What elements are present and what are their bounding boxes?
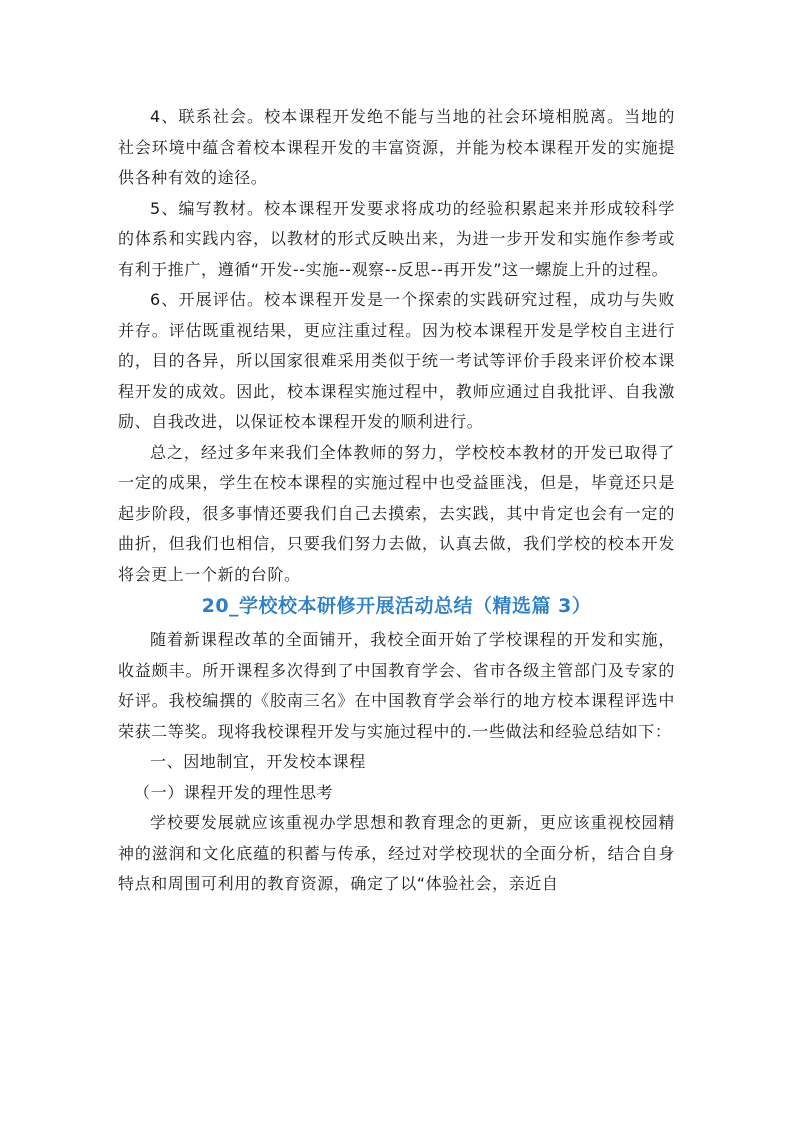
section-title: 20_学校校本研修开展活动总结（精选篇 3） xyxy=(201,595,592,617)
paragraph-school-development: 学校要发展就应该重视办学思想和教育理念的更新，更应该重视校园精神的滋润和文化底蕴的积蓄与传承，经过对学校现状的全面分析，结合自身特点和周围可利用的教育资源，确定了以“体验社会，亲近自 xyxy=(118,813,675,893)
subheading-rational-thinking: （一）课程开发的理性思考 xyxy=(134,782,334,802)
paragraph-contact-society: 4、联系社会。校本课程开发绝不能与当地的社会环境相脱离。当地的社会环境中蕴含着校本课程开发的丰富资源，并能为校本课程开发的实施提供各种有效的途径。 xyxy=(118,107,675,187)
paragraph-evaluation: 6、开展评估。校本课程开发是一个探索的实践研究过程，成功与失败并存。评估既重视结果，更应注重过程。因为校本课程开发是学校自主进行的，目的各异，所以国家很难采用类似于统一考试等评价手段来评价校本课程开发的成效。因此，校本课程实施过程中，教师应通过自我批评、自我激励、自我改进，以保证校本课程开发的顺利进行。 xyxy=(118,290,675,431)
subheading-local-conditions: 一、因地制宜，开发校本课程 xyxy=(150,752,366,771)
paragraph-intro: 随着新课程改革的全面铺开，我校全面开始了学校课程的开发和实施，收益颇丰。所开课程多次得到了中国教育学会、省市各级主管部门及专家的好评。我校编撰的《胶南三名》在中国教育学会举行的地方校本课程评选中荣获二等奖。现将我校课程开发与实施过程中的.一些做法和经验总结如下： xyxy=(118,630,675,741)
paragraph-summary: 总之，经过多年来我们全体教师的努力，学校校本教材的开发已取得了一定的成果，学生在校本课程的实施过程中也受益匪浅，但是，毕竟还只是起步阶段，很多事情还要我们自己去摸索，去实践，其中肯定也会有一定的曲折，但我们也相信，只要我们努力去做，认真去做，我们学校的校本开发将会更上一个新的台阶。 xyxy=(118,442,675,584)
paragraph-write-textbook: 5、编写教材。校本课程开发要求将成功的经验积累起来并形成较科学的体系和实践内容，以教材的形式反映出来，为进一步开发和实施作参考或有利于推广，遵循“开发--实施--观察--反思--再开发”这一螺旋上升的过程。 xyxy=(118,198,675,279)
document-body xyxy=(118,102,675,900)
